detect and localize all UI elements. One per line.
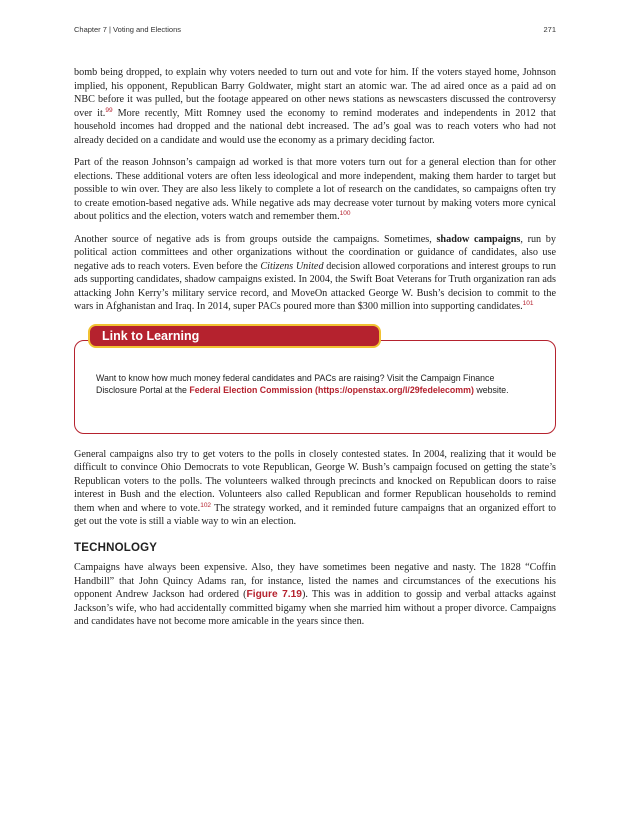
feature-title: Link to Learning: [88, 324, 381, 348]
page-body: [74, 66, 556, 638]
figure-link[interactable]: Figure 7.19: [246, 589, 302, 600]
footnote-ref-102[interactable]: 102: [200, 501, 212, 509]
paragraph-2: Part of the reason Johnson’s campaign ad worked is that more voters turn out for a general election than for other elections. These additional voters are often less ideological and more independent, making them harder to target but possible to win over. They are also less likely to complete a lot of research on the candidates, so campaigns often try to create emotion-based negative ads. While negative ads may decrease voter turnout by making voters more cynical about politics and the election, voters watch and remember them.$^{100}$: [74, 157, 556, 222]
key-term: shadow campaigns: [436, 233, 521, 245]
section-heading: TECHNOLOGY: [74, 541, 158, 554]
paragraph-4: General campaigns also try to get voters to the polls in closely contested states. In 2004, realizing that it would be difficult to convince Ohio Democrats to vote Republican, George W. Bush’s campaign focused on getting the state’s Republican voters to the polls. The volunteers walked through precincts and knocked on Republican doors to raise interest in Bush and the election. Volunteers also called Republican and former Republican households to remind them when and where to vote.$^{102}$ The strategy worked, and it reminded future campaigns that an organized effort to get out the vote is still a viable way to win an election.: [74, 448, 557, 527]
paragraph-5: Campaigns have always been expensive. Also, they have sometimes been negative and nasty. The 1828 “Coffin Handbill” that John Quincy Adams ran, for instance, listed the names and circumstances of the executions his opponent Andrew Jackson had ordered (Figure 7.19). This was in addition to gossip and verbal attacks against Jackson’s wife, who had accidentally committed bigamy when she married him without a proper divorce. Campaigns and candidates have not become more amicable in the years since then.: [74, 562, 556, 627]
footnote-ref-100[interactable]: 100: [339, 210, 351, 217]
paragraph-3: Another source of negative ads is from groups outside the campaigns. Sometimes, shadow campaigns, run by political action committees and other organizations without the coordination or guidance of candidates, also use negative ads to reach voters. Even before the Citizens United decision allowed corporations and interest groups to run ads supporting candidates, shadow campaigns existed. In 2004, the Swift Boat Veterans for Truth organization ran ads attacking John Kerry’s military service record, and MoveOn attacked George W. Bush’s decision to commit to the wars in Afghanistan and Iraq. In 2014, super PACs poured more than $300 million into supporting candidates.$^{101}$: [74, 233, 556, 312]
chapter-title: Chapter 7 | Voting and Elections: [74, 25, 182, 34]
case-name: Citizens United: [260, 260, 324, 272]
footnote-ref-101[interactable]: 101: [522, 300, 534, 307]
paragraph-1: bomb being dropped, to explain why voters needed to turn out and vote for him. If the voters stayed home, Johnson implied, his opponent, Republican Barry Goldwater, might start an atomic war. The ad aired once as a paid ad on NBC before it was pulled, but the footage appeared on other news stations as newscasters discussed the controversy over it.$^{99}$ More recently, Mitt Romney used the economy to remind moderates and independents in 2012 that household incomes had dropped and the national debt increased. The ad’s goal was to reach voters who had not already decided on a candidate and would use the economy as a primary deciding factor.: [74, 67, 556, 146]
link-to-learning-feature: [74, 324, 556, 434]
footnote-ref-99[interactable]: 99: [105, 106, 113, 114]
fec-link[interactable]: Federal Election Commission (https://openstax.org/l/29fedelecomm): [189, 384, 474, 395]
running-header: [74, 25, 556, 37]
page-number: 271: [543, 25, 556, 34]
feature-text: Want to know how much money federal candidates and PACs are raising? Visit the Campaign Finance Disclosure Portal at the Federal Election Commission (https://openstax.org/l/29fedelecomm) website.: [96, 372, 509, 395]
